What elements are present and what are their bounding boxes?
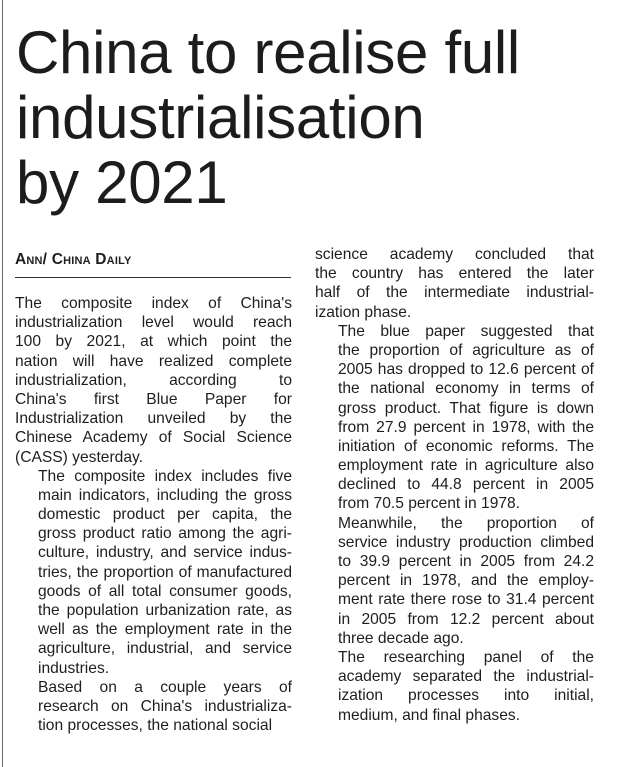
text-line: tries, the proportion of manufactured xyxy=(38,563,292,581)
article-paragraph xyxy=(15,678,292,736)
text-line: the proportion of agriculture as of xyxy=(338,341,594,359)
text-line: the country has entered the later xyxy=(315,265,594,283)
text-line: 100 by 2021, at which point the xyxy=(15,333,292,351)
text-line: nation will have realized complete xyxy=(15,352,292,370)
text-line: domestic product per capita, the xyxy=(38,506,292,524)
text-line: the national economy in terms of xyxy=(338,380,594,398)
text-line: academy separated the industrial- xyxy=(338,668,594,686)
article-column-left xyxy=(15,250,292,735)
headline-line: by 2021 xyxy=(16,149,228,216)
text-line: 2005 has dropped to 12.6 percent of xyxy=(338,361,594,379)
article-paragraph xyxy=(315,648,594,725)
text-line: ization processes into initial, xyxy=(338,687,594,705)
text-line: three decade ago. xyxy=(338,629,464,647)
text-line: industrialization, according to xyxy=(15,371,292,389)
text-line: from 70.5 percent in 1978. xyxy=(338,495,521,513)
text-line: service industry production climbed xyxy=(338,533,594,551)
text-line: main indicators, including the gross xyxy=(38,486,292,504)
text-line: declined to 44.8 percent in 2005 xyxy=(338,476,594,494)
text-line: The blue paper suggested that xyxy=(338,322,594,340)
text-line: industries. xyxy=(38,659,110,677)
article-paragraph xyxy=(15,467,292,678)
text-line: ment rate there rose to 31.4 percent xyxy=(338,591,594,609)
article-paragraph xyxy=(315,245,594,322)
text-line: industrialization level would reach xyxy=(15,314,292,332)
text-line: agriculture, industrial, and service xyxy=(38,640,292,658)
article-paragraph xyxy=(315,514,594,648)
text-line: percent in 1978, and the employ- xyxy=(338,572,594,590)
article-column-right xyxy=(315,245,594,725)
text-line: tion processes, the national social xyxy=(38,717,273,735)
text-line: well as the employment rate in the xyxy=(38,621,292,639)
text-line: Based on a couple years of xyxy=(38,678,292,696)
text-line: ization phase. xyxy=(315,303,412,321)
text-line: gross product ratio among the agri- xyxy=(38,525,292,543)
text-line: to 39.9 percent in 2005 from 24.2 xyxy=(338,553,594,570)
text-line: The composite index includes five xyxy=(38,467,292,485)
text-line: (CASS) yesterday. xyxy=(15,448,143,466)
text-line: the population urbanization rate, as xyxy=(38,602,292,619)
text-line: gross product. That figure is down xyxy=(338,399,594,417)
text-line: in 2005 from 12.2 percent about xyxy=(338,610,594,628)
headline-line: China to realise full xyxy=(16,19,520,86)
text-line: half of the intermediate industrial- xyxy=(315,284,594,302)
text-line: research on China's industrializa- xyxy=(38,697,292,715)
text-line: Meanwhile, the proportion of xyxy=(338,514,594,532)
byline-divider xyxy=(15,277,291,278)
text-line: The researching panel of the xyxy=(338,648,594,666)
headline-line: industrialisation xyxy=(16,84,425,151)
text-line: The composite index of China's xyxy=(15,295,292,312)
text-line: Industrialization unveiled by the xyxy=(15,410,292,428)
text-line: employment rate in agriculture also xyxy=(338,457,594,475)
article-paragraph xyxy=(15,294,292,467)
text-line: science academy concluded that xyxy=(315,246,594,263)
text-line: China's first Blue Paper for xyxy=(15,390,292,408)
text-line: initiation of economic reforms. The xyxy=(338,437,594,455)
byline: Ann/ China Daily xyxy=(15,251,132,268)
text-line: culture, industry, and service indus- xyxy=(38,544,292,562)
headline xyxy=(16,20,616,215)
text-line: goods of all total consumer goods, xyxy=(38,582,292,600)
text-line: medium, and final phases. xyxy=(338,706,521,724)
article-paragraph xyxy=(315,322,594,514)
text-line: from 27.9 percent in 1978, with the xyxy=(338,418,594,436)
column-rule xyxy=(2,0,3,767)
text-line: Chinese Academy of Social Science xyxy=(15,429,292,447)
